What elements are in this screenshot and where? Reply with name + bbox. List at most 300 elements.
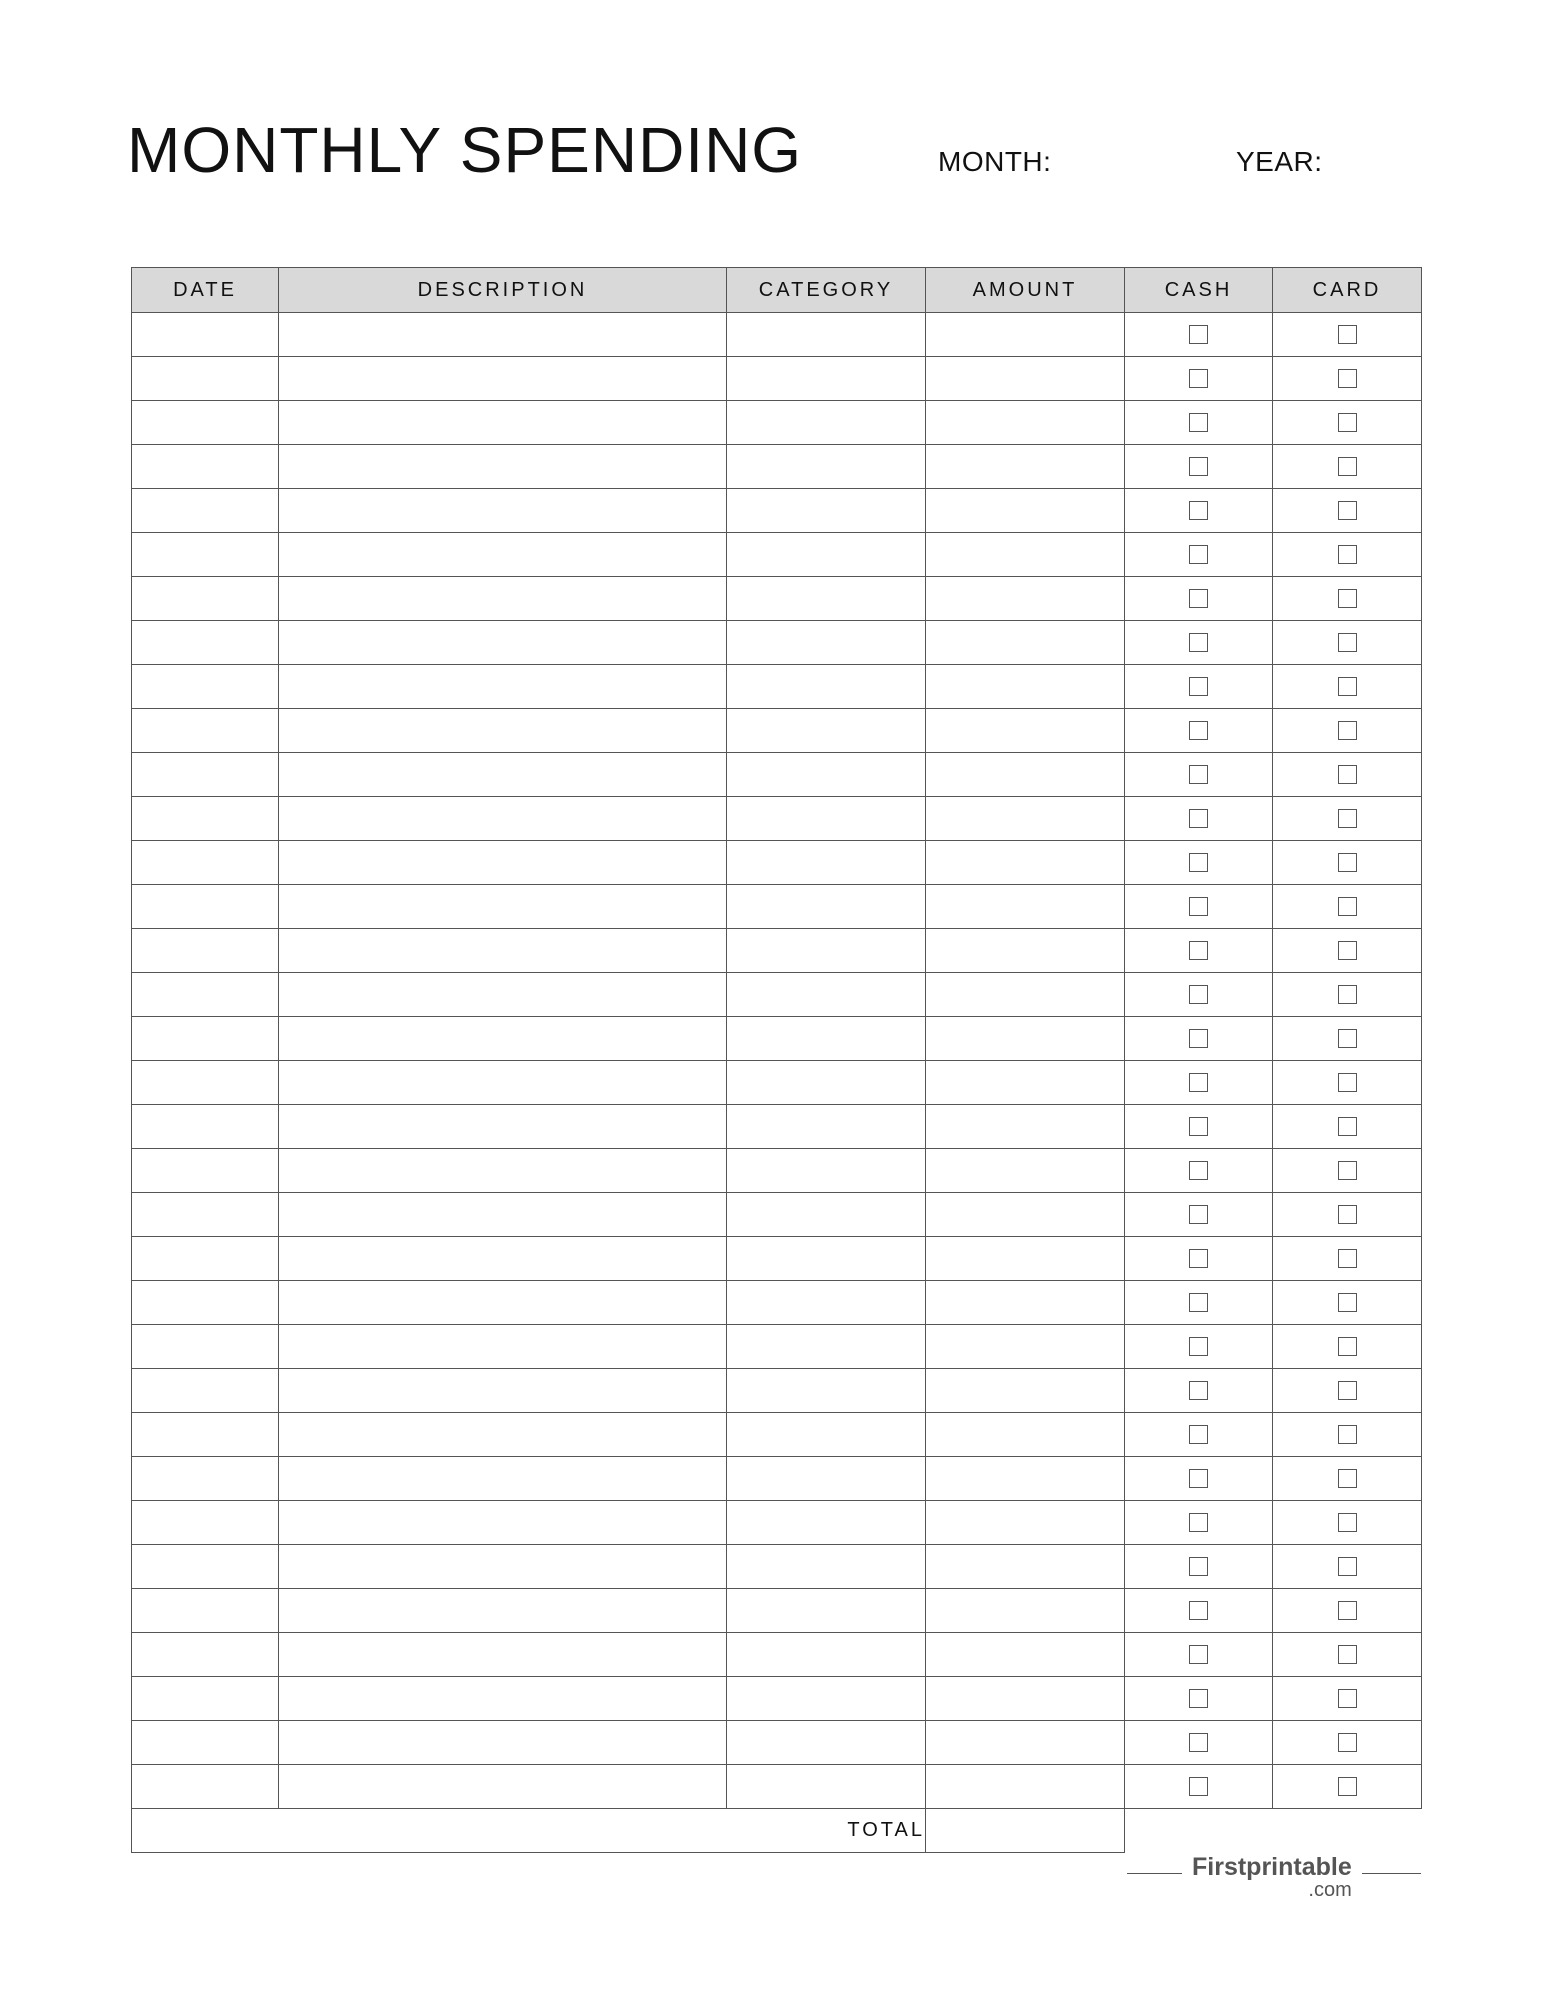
card-cell	[1273, 1281, 1422, 1325]
description-cell[interactable]	[279, 1149, 727, 1193]
column-header-date: DATE	[132, 268, 279, 313]
cash-cell	[1125, 929, 1273, 973]
table-row	[132, 1677, 1422, 1721]
amount-cell[interactable]	[926, 577, 1125, 621]
description-cell[interactable]	[279, 973, 727, 1017]
cash-checkbox[interactable]	[1189, 1645, 1208, 1664]
description-cell[interactable]	[279, 1061, 727, 1105]
date-cell[interactable]	[132, 709, 279, 753]
date-cell[interactable]	[132, 357, 279, 401]
card-checkbox[interactable]	[1338, 369, 1357, 388]
date-cell[interactable]	[132, 1193, 279, 1237]
amount-cell[interactable]	[926, 1193, 1125, 1237]
card-checkbox[interactable]	[1338, 1337, 1357, 1356]
category-cell[interactable]	[727, 577, 926, 621]
card-checkbox[interactable]	[1338, 941, 1357, 960]
category-cell[interactable]	[727, 313, 926, 357]
card-checkbox[interactable]	[1338, 1689, 1357, 1708]
amount-cell[interactable]	[926, 929, 1125, 973]
description-cell[interactable]	[279, 1589, 727, 1633]
amount-cell[interactable]	[926, 1633, 1125, 1677]
table-row	[132, 709, 1422, 753]
category-cell[interactable]	[727, 1193, 926, 1237]
table-row	[132, 1413, 1422, 1457]
cash-checkbox[interactable]	[1189, 721, 1208, 740]
cash-checkbox[interactable]	[1189, 1117, 1208, 1136]
category-cell[interactable]	[727, 1501, 926, 1545]
card-checkbox[interactable]	[1338, 853, 1357, 872]
cash-cell	[1125, 1149, 1273, 1193]
category-cell[interactable]	[727, 753, 926, 797]
category-cell[interactable]	[727, 1413, 926, 1457]
amount-cell[interactable]	[926, 1765, 1125, 1809]
cash-checkbox[interactable]	[1189, 985, 1208, 1004]
card-checkbox[interactable]	[1338, 589, 1357, 608]
cash-checkbox[interactable]	[1189, 1293, 1208, 1312]
category-cell[interactable]	[727, 1369, 926, 1413]
description-cell[interactable]	[279, 665, 727, 709]
cash-checkbox[interactable]	[1189, 1029, 1208, 1048]
category-cell[interactable]	[727, 973, 926, 1017]
description-cell[interactable]	[279, 1017, 727, 1061]
cash-checkbox[interactable]	[1189, 1205, 1208, 1224]
amount-cell[interactable]	[926, 357, 1125, 401]
description-cell[interactable]	[279, 1281, 727, 1325]
date-cell[interactable]	[132, 1105, 279, 1149]
table-row	[132, 1061, 1422, 1105]
date-cell[interactable]	[132, 1677, 279, 1721]
description-cell[interactable]	[279, 357, 727, 401]
cash-cell	[1125, 1413, 1273, 1457]
card-checkbox[interactable]	[1338, 677, 1357, 696]
page-title: MONTHLY SPENDING	[127, 114, 803, 186]
amount-cell[interactable]	[926, 1589, 1125, 1633]
date-cell[interactable]	[132, 1545, 279, 1589]
category-cell[interactable]	[727, 1457, 926, 1501]
description-cell[interactable]	[279, 1721, 727, 1765]
cash-cell	[1125, 1501, 1273, 1545]
card-cell	[1273, 533, 1422, 577]
card-cell	[1273, 1589, 1422, 1633]
card-cell	[1273, 797, 1422, 841]
cash-checkbox[interactable]	[1189, 765, 1208, 784]
table-row	[132, 885, 1422, 929]
table-row	[132, 1765, 1422, 1809]
card-checkbox[interactable]	[1338, 633, 1357, 652]
description-cell[interactable]	[279, 1501, 727, 1545]
brand-logo	[1182, 1855, 1362, 1900]
date-cell[interactable]	[132, 1017, 279, 1061]
cash-checkbox[interactable]	[1189, 1073, 1208, 1092]
amount-cell[interactable]	[926, 1149, 1125, 1193]
cash-cell	[1125, 1633, 1273, 1677]
category-cell[interactable]	[727, 1545, 926, 1589]
cash-checkbox[interactable]	[1189, 369, 1208, 388]
amount-cell[interactable]	[926, 885, 1125, 929]
cash-checkbox[interactable]	[1189, 545, 1208, 564]
cash-cell	[1125, 1589, 1273, 1633]
description-cell[interactable]	[279, 1457, 727, 1501]
cash-cell	[1125, 1369, 1273, 1413]
amount-cell[interactable]	[926, 1369, 1125, 1413]
category-cell[interactable]	[727, 1105, 926, 1149]
card-checkbox[interactable]	[1338, 1293, 1357, 1312]
card-cell	[1273, 1017, 1422, 1061]
date-cell[interactable]	[132, 1501, 279, 1545]
date-cell[interactable]	[132, 621, 279, 665]
table-row	[132, 929, 1422, 973]
amount-cell[interactable]	[926, 709, 1125, 753]
description-cell[interactable]	[279, 797, 727, 841]
cash-cell	[1125, 1765, 1273, 1809]
card-checkbox[interactable]	[1338, 413, 1357, 432]
amount-cell[interactable]	[926, 313, 1125, 357]
date-cell[interactable]	[132, 489, 279, 533]
card-cell	[1273, 401, 1422, 445]
cash-checkbox[interactable]	[1189, 1733, 1208, 1752]
column-header-card: CARD	[1273, 268, 1422, 313]
amount-cell[interactable]	[926, 1061, 1125, 1105]
description-cell[interactable]	[279, 1369, 727, 1413]
amount-cell[interactable]	[926, 1677, 1125, 1721]
total-label: TOTAL	[132, 1809, 926, 1853]
table-row	[132, 1193, 1422, 1237]
amount-cell[interactable]	[926, 1501, 1125, 1545]
cash-checkbox[interactable]	[1189, 809, 1208, 828]
date-cell[interactable]	[132, 1325, 279, 1369]
card-checkbox[interactable]	[1338, 985, 1357, 1004]
card-checkbox[interactable]	[1338, 1029, 1357, 1048]
card-cell	[1273, 1677, 1422, 1721]
date-cell[interactable]	[132, 1369, 279, 1413]
card-cell	[1273, 885, 1422, 929]
card-cell	[1273, 1237, 1422, 1281]
cash-cell	[1125, 1457, 1273, 1501]
description-cell[interactable]	[279, 1633, 727, 1677]
card-checkbox[interactable]	[1338, 765, 1357, 784]
date-cell[interactable]	[132, 841, 279, 885]
cash-cell	[1125, 1017, 1273, 1061]
cash-cell	[1125, 1237, 1273, 1281]
description-cell[interactable]	[279, 1545, 727, 1589]
cash-cell	[1125, 973, 1273, 1017]
description-cell[interactable]	[279, 621, 727, 665]
category-cell[interactable]	[727, 841, 926, 885]
cash-cell	[1125, 533, 1273, 577]
card-checkbox[interactable]	[1338, 325, 1357, 344]
description-cell[interactable]	[279, 841, 727, 885]
description-cell[interactable]	[279, 1677, 727, 1721]
date-cell[interactable]	[132, 973, 279, 1017]
amount-cell[interactable]	[926, 1413, 1125, 1457]
amount-cell[interactable]	[926, 401, 1125, 445]
cash-cell	[1125, 489, 1273, 533]
brand-tld: .com	[1308, 1879, 1352, 1901]
cash-checkbox[interactable]	[1189, 325, 1208, 344]
cash-cell	[1125, 753, 1273, 797]
cash-checkbox[interactable]	[1189, 1337, 1208, 1356]
amount-cell[interactable]	[926, 621, 1125, 665]
amount-cell[interactable]	[926, 973, 1125, 1017]
category-cell[interactable]	[727, 797, 926, 841]
card-checkbox[interactable]	[1338, 1733, 1357, 1752]
cash-cell	[1125, 577, 1273, 621]
cash-checkbox[interactable]	[1189, 1425, 1208, 1444]
cash-checkbox[interactable]	[1189, 1601, 1208, 1620]
amount-cell[interactable]	[926, 489, 1125, 533]
card-checkbox[interactable]	[1338, 1381, 1357, 1400]
card-cell	[1273, 1325, 1422, 1369]
amount-cell[interactable]	[926, 665, 1125, 709]
amount-cell[interactable]	[926, 1325, 1125, 1369]
cash-cell	[1125, 313, 1273, 357]
category-cell[interactable]	[727, 1237, 926, 1281]
cash-cell	[1125, 709, 1273, 753]
date-cell[interactable]	[132, 1457, 279, 1501]
card-cell	[1273, 313, 1422, 357]
date-cell[interactable]	[132, 885, 279, 929]
category-cell[interactable]	[727, 445, 926, 489]
cash-checkbox[interactable]	[1189, 1513, 1208, 1532]
amount-cell[interactable]	[926, 1105, 1125, 1149]
cash-checkbox[interactable]	[1189, 1557, 1208, 1576]
card-checkbox[interactable]	[1338, 1645, 1357, 1664]
cash-cell	[1125, 841, 1273, 885]
category-cell[interactable]	[727, 1765, 926, 1809]
description-cell[interactable]	[279, 401, 727, 445]
amount-cell[interactable]	[926, 445, 1125, 489]
card-checkbox[interactable]	[1338, 457, 1357, 476]
table-row	[132, 1369, 1422, 1413]
card-checkbox[interactable]	[1338, 1073, 1357, 1092]
description-cell[interactable]	[279, 1237, 727, 1281]
card-checkbox[interactable]	[1338, 1557, 1357, 1576]
card-checkbox[interactable]	[1338, 1117, 1357, 1136]
description-cell[interactable]	[279, 577, 727, 621]
cash-checkbox[interactable]	[1189, 457, 1208, 476]
description-cell[interactable]	[279, 709, 727, 753]
category-cell[interactable]	[727, 1149, 926, 1193]
cash-cell	[1125, 1061, 1273, 1105]
card-cell	[1273, 1369, 1422, 1413]
category-cell[interactable]	[727, 709, 926, 753]
category-cell[interactable]	[727, 621, 926, 665]
table-row	[132, 665, 1422, 709]
cash-cell	[1125, 885, 1273, 929]
amount-cell[interactable]	[926, 1545, 1125, 1589]
card-checkbox[interactable]	[1338, 1205, 1357, 1224]
category-cell[interactable]	[727, 1721, 926, 1765]
description-cell[interactable]	[279, 489, 727, 533]
description-cell[interactable]	[279, 1105, 727, 1149]
category-cell[interactable]	[727, 1677, 926, 1721]
year-label: YEAR:	[1236, 146, 1323, 177]
card-cell	[1273, 1501, 1422, 1545]
cash-cell	[1125, 1105, 1273, 1149]
table-body	[132, 313, 1422, 1809]
category-cell[interactable]	[727, 489, 926, 533]
date-cell[interactable]	[132, 929, 279, 973]
table-row	[132, 1501, 1422, 1545]
card-cell	[1273, 1765, 1422, 1809]
amount-cell[interactable]	[926, 1281, 1125, 1325]
table-row	[132, 1589, 1422, 1633]
description-cell[interactable]	[279, 445, 727, 489]
date-cell[interactable]	[132, 577, 279, 621]
category-cell[interactable]	[727, 1325, 926, 1369]
date-cell[interactable]	[132, 1237, 279, 1281]
table-row	[132, 797, 1422, 841]
table-row	[132, 533, 1422, 577]
cash-cell	[1125, 1545, 1273, 1589]
cash-checkbox[interactable]	[1189, 413, 1208, 432]
cash-checkbox[interactable]	[1189, 1689, 1208, 1708]
date-cell[interactable]	[132, 753, 279, 797]
date-cell[interactable]	[132, 1149, 279, 1193]
cash-cell	[1125, 797, 1273, 841]
card-cell	[1273, 577, 1422, 621]
table-row	[132, 1281, 1422, 1325]
description-cell[interactable]	[279, 1413, 727, 1457]
cash-cell	[1125, 1281, 1273, 1325]
cash-checkbox[interactable]	[1189, 1249, 1208, 1268]
category-cell[interactable]	[727, 1633, 926, 1677]
cash-cell	[1125, 445, 1273, 489]
category-cell[interactable]	[727, 1017, 926, 1061]
cash-checkbox[interactable]	[1189, 1777, 1208, 1796]
date-cell[interactable]	[132, 665, 279, 709]
description-cell[interactable]	[279, 1765, 727, 1809]
date-cell[interactable]	[132, 533, 279, 577]
amount-cell[interactable]	[926, 841, 1125, 885]
table-row	[132, 1237, 1422, 1281]
amount-cell[interactable]	[926, 533, 1125, 577]
cash-checkbox[interactable]	[1189, 1381, 1208, 1400]
card-checkbox[interactable]	[1338, 1161, 1357, 1180]
cash-checkbox[interactable]	[1189, 677, 1208, 696]
description-cell[interactable]	[279, 533, 727, 577]
card-checkbox[interactable]	[1338, 545, 1357, 564]
cash-cell	[1125, 621, 1273, 665]
card-cell	[1273, 1061, 1422, 1105]
card-checkbox[interactable]	[1338, 1425, 1357, 1444]
table-row	[132, 489, 1422, 533]
card-checkbox[interactable]	[1338, 809, 1357, 828]
category-cell[interactable]	[727, 929, 926, 973]
date-cell[interactable]	[132, 1589, 279, 1633]
description-cell[interactable]	[279, 885, 727, 929]
amount-cell[interactable]	[926, 797, 1125, 841]
cash-cell	[1125, 401, 1273, 445]
table-row	[132, 445, 1422, 489]
date-cell[interactable]	[132, 1721, 279, 1765]
date-cell[interactable]	[132, 1765, 279, 1809]
cash-checkbox[interactable]	[1189, 1161, 1208, 1180]
table-row	[132, 973, 1422, 1017]
cash-checkbox[interactable]	[1189, 633, 1208, 652]
category-cell[interactable]	[727, 885, 926, 929]
card-checkbox[interactable]	[1338, 501, 1357, 520]
description-cell[interactable]	[279, 1193, 727, 1237]
description-cell[interactable]	[279, 929, 727, 973]
card-cell	[1273, 1193, 1422, 1237]
spending-table	[131, 267, 1422, 1853]
cash-checkbox[interactable]	[1189, 853, 1208, 872]
month-label: MONTH:	[938, 146, 1052, 177]
date-cell[interactable]	[132, 1281, 279, 1325]
table-row	[132, 1325, 1422, 1369]
amount-cell[interactable]	[926, 1237, 1125, 1281]
date-cell[interactable]	[132, 1633, 279, 1677]
table-row	[132, 577, 1422, 621]
table-row	[132, 1633, 1422, 1677]
cash-cell	[1125, 1721, 1273, 1765]
total-amount-cell[interactable]	[926, 1809, 1125, 1853]
category-cell[interactable]	[727, 1281, 926, 1325]
date-cell[interactable]	[132, 445, 279, 489]
cash-cell	[1125, 1325, 1273, 1369]
date-cell[interactable]	[132, 313, 279, 357]
card-cell	[1273, 973, 1422, 1017]
card-cell	[1273, 1149, 1422, 1193]
date-cell[interactable]	[132, 401, 279, 445]
cash-checkbox[interactable]	[1189, 941, 1208, 960]
table-row	[132, 1017, 1422, 1061]
table-row	[132, 1149, 1422, 1193]
card-checkbox[interactable]	[1338, 1513, 1357, 1532]
cash-cell	[1125, 1677, 1273, 1721]
cash-cell	[1125, 1193, 1273, 1237]
total-blank-cell	[1125, 1809, 1422, 1853]
category-cell[interactable]	[727, 1589, 926, 1633]
table-row	[132, 401, 1422, 445]
card-checkbox[interactable]	[1338, 721, 1357, 740]
description-cell[interactable]	[279, 753, 727, 797]
card-cell	[1273, 489, 1422, 533]
category-cell[interactable]	[727, 357, 926, 401]
table-row	[132, 841, 1422, 885]
card-checkbox[interactable]	[1338, 1469, 1357, 1488]
card-checkbox[interactable]	[1338, 897, 1357, 916]
cash-checkbox[interactable]	[1189, 501, 1208, 520]
cash-checkbox[interactable]	[1189, 589, 1208, 608]
table-row	[132, 1457, 1422, 1501]
amount-cell[interactable]	[926, 1457, 1125, 1501]
cash-cell	[1125, 665, 1273, 709]
date-cell[interactable]	[132, 1061, 279, 1105]
description-cell[interactable]	[279, 1325, 727, 1369]
date-cell[interactable]	[132, 1413, 279, 1457]
category-cell[interactable]	[727, 401, 926, 445]
category-cell[interactable]	[727, 533, 926, 577]
card-checkbox[interactable]	[1338, 1601, 1357, 1620]
date-cell[interactable]	[132, 797, 279, 841]
description-cell[interactable]	[279, 313, 727, 357]
amount-cell[interactable]	[926, 1017, 1125, 1061]
cash-checkbox[interactable]	[1189, 897, 1208, 916]
category-cell[interactable]	[727, 665, 926, 709]
card-cell	[1273, 1413, 1422, 1457]
category-cell[interactable]	[727, 1061, 926, 1105]
brand-name: Firstprintable	[1192, 1853, 1352, 1881]
card-checkbox[interactable]	[1338, 1249, 1357, 1268]
card-checkbox[interactable]	[1338, 1777, 1357, 1796]
cash-checkbox[interactable]	[1189, 1469, 1208, 1488]
amount-cell[interactable]	[926, 1721, 1125, 1765]
amount-cell[interactable]	[926, 753, 1125, 797]
table-header-row	[132, 268, 1422, 313]
table-row	[132, 621, 1422, 665]
